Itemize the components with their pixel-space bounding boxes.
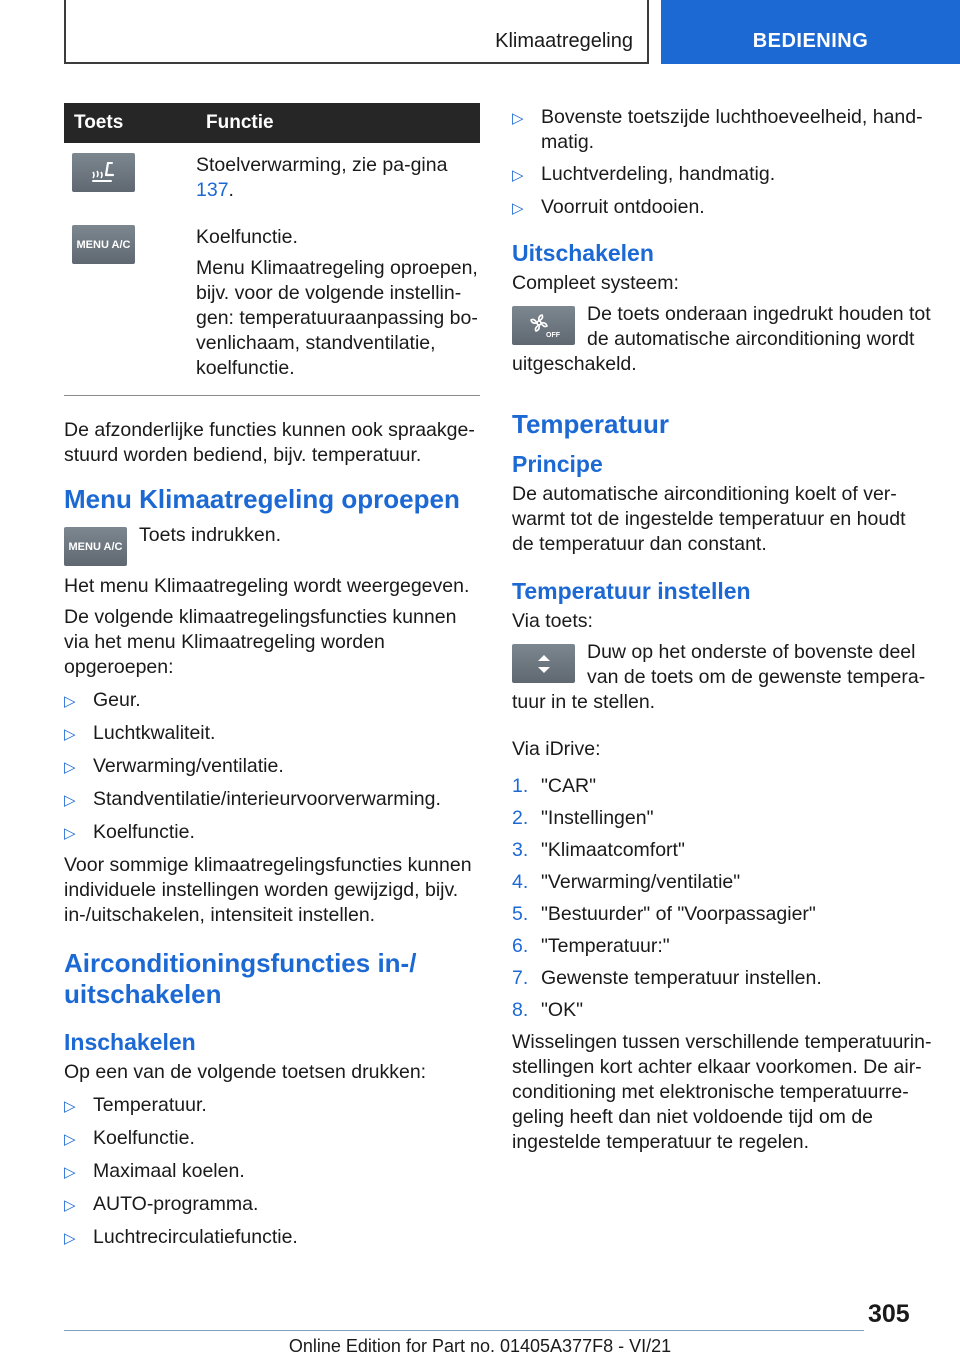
- heading-switch-off: Uitschakelen: [512, 240, 654, 266]
- header-section-tab[interactable]: [661, 0, 960, 64]
- column-header-key: Toets: [64, 103, 184, 143]
- triangle-bullet-icon: ▷: [512, 200, 524, 217]
- heading-principle: Principe: [512, 451, 603, 477]
- left-column: [64, 103, 480, 1258]
- key-function-table: [64, 103, 480, 396]
- column-header-function: Functie: [184, 103, 480, 143]
- menu-ac-key-icon: MENU A/C: [72, 225, 135, 264]
- table-row: [64, 143, 480, 215]
- table-header-row: [64, 103, 480, 143]
- list-item: 3. "Klimaatcomfort": [512, 839, 685, 861]
- heading-switch-on: Inschakelen: [64, 1029, 196, 1055]
- triangle-bullet-icon: ▷: [512, 167, 524, 184]
- seat-heating-icon: [72, 153, 135, 192]
- list-item: ▷ Bovenste toetszijde luchthoeveelheid, hand-matig.: [512, 106, 923, 153]
- footer-divider: [64, 1330, 864, 1331]
- list-item: 6. "Temperatuur:": [512, 935, 670, 957]
- closing-text: Wisselingen tussen verschillende temperatuurin-stellingen kort achter elkaar voorkomen. De air-conditioning met elektronische temperatuurre-geling heeft dan niet voldoende tijd om de ingestelde temperatuur te regelen.: [512, 1031, 932, 1153]
- triangle-bullet-icon: ▷: [64, 726, 76, 743]
- list-item: 4. "Verwarming/ventilatie": [512, 871, 741, 893]
- menu-functions-list: [64, 688, 480, 846]
- switch-off-text: De toets onderaan ingedrukt houden tot de automatische airconditioning wordt uitgeschakeld.: [512, 303, 931, 375]
- heading-menu-climate: Menu Klimaatregeling oproepen: [64, 484, 460, 514]
- list-item: ▷ Geur.: [64, 688, 480, 714]
- list-item: 7. Gewenste temperatuur instellen.: [512, 967, 822, 989]
- list-item: ▷ Luchtrecirculatiefunctie.: [64, 1225, 480, 1251]
- list-item: ▷ Luchtkwaliteit.: [64, 721, 480, 747]
- via-idrive-label: Via iDrive:: [512, 738, 601, 760]
- header-chapter-box: [64, 0, 649, 64]
- heading-ac-functions: Airconditioningsfuncties in-/ uitschakelen: [64, 948, 417, 1009]
- function-line: Menu Klimaatregeling oproepen, bijv. voor de volgende instellin-gen: temperatuuraanpassing bo-venlichaam, standventilatie, koelfunctie.: [196, 257, 478, 379]
- list-item: 8. "OK": [512, 999, 584, 1021]
- triangle-bullet-icon: ▷: [64, 825, 76, 842]
- list-item: ▷ Maximaal koelen.: [64, 1159, 480, 1185]
- list-item: ▷ Luchtverdeling, handmatig.: [512, 162, 932, 188]
- page-link[interactable]: 137: [196, 179, 229, 201]
- heading-set-temperature: Temperatuur instellen: [512, 578, 751, 604]
- triangle-bullet-icon: ▷: [64, 1098, 76, 1115]
- triangle-bullet-icon: ▷: [64, 1131, 76, 1148]
- function-line: Koelfunctie.: [196, 226, 298, 248]
- list-item: ▷ Koelfunctie.: [64, 820, 480, 846]
- page-number: 305: [868, 1300, 910, 1328]
- menu-ac-key-icon: MENU A/C: [64, 527, 127, 566]
- list-item: ▷ Koelfunctie.: [64, 1126, 480, 1152]
- list-item: ▷ AUTO-programma.: [64, 1192, 480, 1218]
- list-item: 5. "Bestuurder" of "Voorpassagier": [512, 903, 816, 925]
- menu-functions-intro: De volgende klimaatregelingsfuncties kunnen via het menu Klimaatregeling worden opgeroepen:: [64, 606, 457, 678]
- triangle-bullet-icon: ▷: [64, 759, 76, 776]
- switch-on-list-continued: [512, 105, 932, 221]
- via-key-label: Via toets:: [512, 610, 593, 632]
- list-item: ▷ Verwarming/ventilatie.: [64, 754, 480, 780]
- footer-edition: Online Edition for Part no. 01405A377F8 - VI/21: [288, 1336, 672, 1356]
- seat-heating-text: Stoelverwarming, zie pa-gina 137.: [196, 154, 448, 201]
- temp-key-text: Duw op het onderste of bovenste deel van de toets om de gewenste tempera-tuur in te stellen.: [512, 641, 926, 713]
- voice-control-note: De afzonderlijke functies kunnen ook spraakge-stuurd worden bediend, bijv. temperatuur.: [64, 419, 475, 466]
- triangle-bullet-icon: ▷: [512, 110, 524, 127]
- switch-off-intro: Compleet systeem:: [512, 272, 679, 294]
- right-column: [512, 103, 932, 1161]
- triangle-bullet-icon: ▷: [64, 693, 76, 710]
- principle-text: De automatische airconditioning koelt of ver-warmt tot de ingestelde temperatuur en houdt de temperatuur dan constant.: [512, 483, 906, 555]
- triangle-bullet-icon: ▷: [64, 1197, 76, 1214]
- menu-key-text: Toets indrukken.: [139, 524, 281, 546]
- triangle-bullet-icon: ▷: [64, 792, 76, 809]
- up-down-key-icon: [512, 644, 575, 683]
- table-row: [64, 215, 480, 396]
- list-item: ▷ Voorruit ontdooien.: [512, 195, 932, 221]
- heading-temperature: Temperatuur: [512, 409, 669, 439]
- menu-functions-note: Voor sommige klimaatregelingsfuncties kunnen individuele instellingen worden gewijzigd, bijv. in-/uitschakelen, intensiteit instellen.: [64, 854, 472, 926]
- triangle-bullet-icon: ▷: [64, 1164, 76, 1181]
- triangle-bullet-icon: ▷: [64, 1230, 76, 1247]
- temp-key-row: [512, 640, 932, 721]
- off-key-row: [512, 302, 932, 383]
- switch-on-list: [64, 1093, 480, 1251]
- idrive-steps-list: [512, 774, 932, 1023]
- list-item: 2. "Instellingen": [512, 807, 654, 829]
- switch-on-intro: Op een van de volgende toetsen drukken:: [64, 1061, 427, 1083]
- chapter-title: Klimaatregeling: [495, 30, 633, 52]
- menu-key-row: [64, 523, 480, 566]
- fan-off-key-icon: [512, 306, 575, 345]
- list-item: 1. "CAR": [512, 775, 597, 797]
- section-label: BEDIENING: [752, 30, 869, 52]
- list-item: ▷ Standventilatie/interieurvoorverwarming.: [64, 787, 480, 813]
- list-item: ▷ Temperatuur.: [64, 1093, 480, 1119]
- svg-text:OFF: OFF: [545, 331, 560, 339]
- menu-shown-text: Het menu Klimaatregeling wordt weergegeven.: [64, 575, 470, 597]
